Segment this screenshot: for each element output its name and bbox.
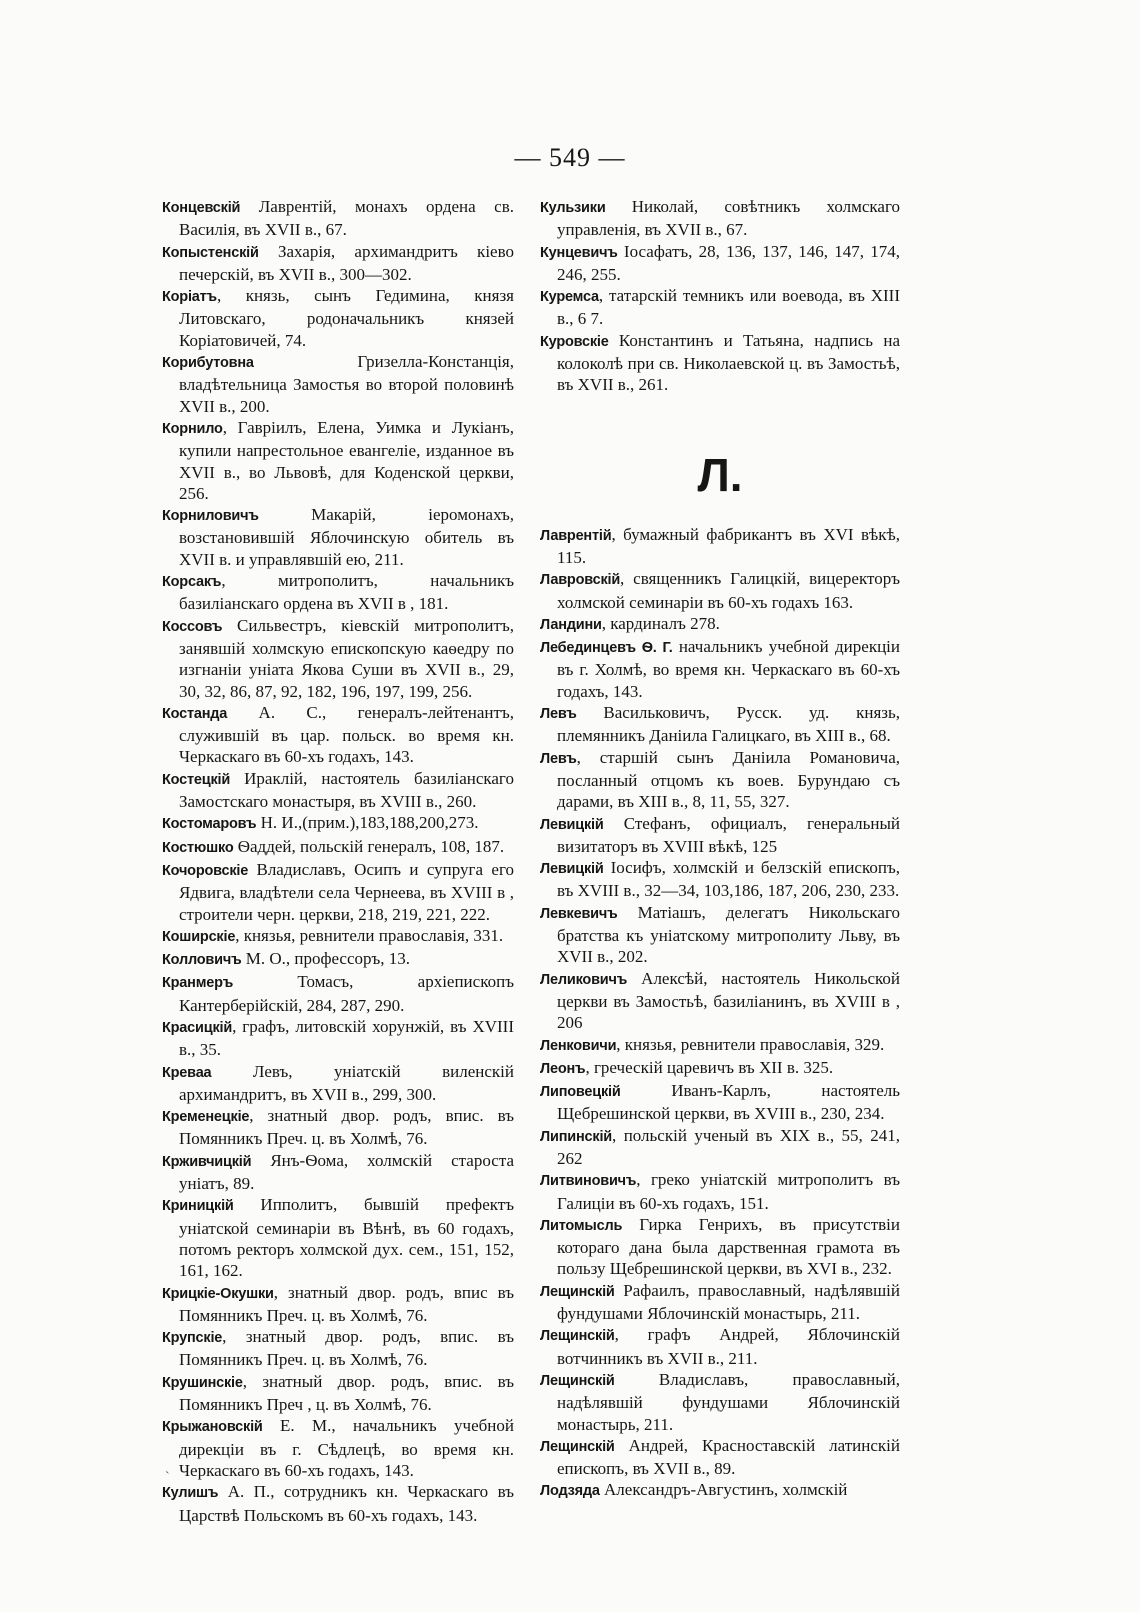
- entry-headword: Кременецкіе: [162, 1109, 250, 1126]
- entry-text: Константинъ и Татьяна, надпись на колоколѣ при св. Николаевской ц. въ Замостьѣ, въ XVII в., 261.: [557, 330, 900, 395]
- entry-headword: Левицкій: [540, 816, 604, 833]
- entry-headword: Лещинскій: [540, 1372, 615, 1389]
- entry-text: Ираклій, настоятель базиліанскаго Замостскаго монастыря, въ XVIII в., 260.: [179, 768, 514, 812]
- index-entry: [540, 241, 900, 286]
- entry-text: Матіашъ, делегатъ Никольскаго братства къ уніатскому митрополиту Льву, въ XVII в., 202.: [557, 902, 900, 967]
- index-entry: [162, 1105, 514, 1150]
- entry-text: Сильвестръ, кіевскій митрополитъ, занявшій холмскую епископскую каѳедру по изгнаніи уніата Якова Суши въ XVII в., 29, 30, 32, 86, 87, 92, 182, 196, 197, 199, 256.: [179, 615, 514, 701]
- index-entry: [540, 330, 900, 396]
- index-entry: [162, 615, 514, 702]
- entry-text: , кардиналъ 278.: [601, 613, 720, 633]
- entry-headword: Левъ: [540, 706, 577, 723]
- index-entry: [540, 196, 900, 241]
- entry-text: Николай, совѣтникъ холмскаго управленія, въ XVII в., 67.: [557, 197, 900, 240]
- entry-headword: Лаврентій: [540, 527, 612, 544]
- entry-headword: Крицкіе-Окушки: [162, 1285, 274, 1302]
- entry-text: Іосафатъ, 28, 136, 137, 146, 147, 174, 246, 255.: [557, 241, 900, 284]
- entry-headword: Костюшко: [162, 839, 234, 856]
- right-column-top-entries: [540, 196, 900, 396]
- entry-headword: Криницкій: [162, 1198, 234, 1215]
- index-entry: [162, 1326, 514, 1371]
- entry-headword: Леонъ: [540, 1060, 586, 1077]
- index-entry: [162, 702, 514, 768]
- entry-headword: Куровскіе: [540, 333, 609, 350]
- entry-text: Е. М., начальникъ учебной дирекціи въ г. Сѣдлецѣ, во время кн. Черкаскаго въ 60-хъ годахъ, 143.: [179, 1416, 514, 1480]
- entry-headword: Кульзики: [540, 200, 606, 216]
- entry-text: Васильковичъ, Русск. уд. князь, племянникъ Даніила Галицкаго, въ XIII в., 68.: [557, 703, 900, 746]
- entry-text: Алексѣй, настоятель Никольской церкви въ Замостьѣ, базиліанинъ, въ XVIII в , 206: [557, 968, 900, 1033]
- page-number: — 549 —: [514, 143, 626, 172]
- entry-headword: Левъ: [540, 750, 577, 767]
- index-entry: [162, 768, 514, 813]
- entry-text: Томасъ, архіепископъ Кантерберійскій, 284, 287, 290.: [179, 972, 514, 1015]
- entry-headword: Корниловичъ: [162, 508, 259, 525]
- index-entry: [162, 1481, 514, 1526]
- entry-text: , князь, сынъ Гедимина, князя Литовскаго, родоначальникъ князей Коріатовичей, 74.: [179, 286, 514, 350]
- index-entry: [162, 1016, 514, 1061]
- right-column: [540, 196, 900, 1503]
- entry-headword: Кочоровскіе: [162, 862, 249, 879]
- entry-text: Гризелла-Констанція, владѣтельница Замостья во второй половинѣ XVII в., 200.: [179, 352, 514, 416]
- index-entry: [162, 859, 514, 925]
- index-entry: [540, 747, 900, 813]
- entry-text: Иванъ-Карлъ, настоятель Щебрешинской церкви, въ XVIII в., 230, 234.: [557, 1081, 900, 1124]
- index-entry: [540, 285, 900, 330]
- entry-headword: Крушинскіе: [162, 1374, 243, 1391]
- entry-headword: Коширскіе: [162, 928, 236, 945]
- entry-headword: Левицкій: [540, 861, 604, 878]
- entry-headword: Костомаровъ: [162, 816, 257, 833]
- entry-text: Андрей, Красноставскій латинскій епископъ, въ XVII в., 89.: [557, 1435, 900, 1479]
- index-entry: [540, 1280, 900, 1325]
- entry-text: , Гавріилъ, Елена, Уимка и Лукіанъ, купили напрестольное евангеліе, изданное въ XVII в., во Львовѣ, для Коденской церкви, 256.: [179, 417, 514, 503]
- index-entry: [162, 948, 514, 971]
- entry-headword: Литвиновичъ: [540, 1173, 637, 1190]
- index-entry: [162, 1150, 514, 1195]
- entry-headword: Корнило: [162, 420, 223, 437]
- entry-text: , митрополитъ, начальникъ базиліанскаго ордена въ XVII в , 181.: [179, 571, 514, 614]
- entry-headword: Колловичъ: [162, 952, 242, 969]
- index-entry: [540, 968, 900, 1034]
- entry-text: , греко уніатскій митрополитъ въ Галиціи въ 60-хъ годахъ, 151.: [557, 1170, 900, 1213]
- entry-headword: Коссовъ: [162, 618, 223, 635]
- entry-text: , польскій ученый въ XIX в., 55, 241, 262: [557, 1125, 900, 1168]
- index-entry: [540, 1369, 900, 1435]
- index-entry: [540, 1057, 900, 1080]
- index-entry: [162, 1061, 514, 1106]
- index-entry: [540, 1214, 900, 1280]
- entry-text: А. С., генералъ-лейтенантъ, служившій въ цар. польск. во время кн. Черкаскаго въ 60-хъ годахъ, 143.: [179, 702, 514, 767]
- left-column: [162, 196, 514, 1526]
- entry-text: Янъ-Ѳома, холмскій староста уніатъ, 89.: [179, 1150, 514, 1194]
- entry-text: Ипполитъ, бывшій префектъ уніатской семинаріи въ Вѣнѣ, въ 60 годахъ, потомъ ректоръ холмской дух. сем., 151, 152, 161, 162.: [179, 1195, 514, 1281]
- entry-text: Гирка Генрихъ, въ присутствіи котораго дана была дарственная грамота въ пользу Щебрешинской церкви, въ XVI в., 232.: [557, 1214, 900, 1279]
- entry-text: Александръ-Августинъ, холмскій: [599, 1480, 848, 1500]
- entry-text: , знатный двор. родъ, впис. въ Помянникъ Преч. ц. въ Холмѣ, 76.: [179, 1106, 514, 1149]
- entry-headword: Крживчицкій: [162, 1153, 252, 1170]
- entry-text: , бумажный фабрикантъ въ XVI вѣкѣ, 115.: [557, 524, 900, 567]
- entry-headword: Лещинскій: [540, 1328, 615, 1345]
- entry-text: , князья, ревнители православія, 329.: [616, 1034, 885, 1054]
- index-entry: [162, 925, 514, 948]
- entry-headword: Лещинскій: [540, 1438, 615, 1455]
- index-entry: [540, 1479, 900, 1502]
- index-entry: [540, 1324, 900, 1369]
- entry-text: начальникъ учебной дирекціи въ г. Холмѣ, во время кн. Черкаскаго въ 60-хъ годахъ, 143.: [557, 637, 900, 701]
- right-column-bottom-entries: [540, 524, 900, 1503]
- entry-text: , знатный двор. родъ, впис. въ Помянникъ Преч , ц. въ Холмѣ, 76.: [179, 1371, 514, 1415]
- entry-text: , графъ Андрей, Яблочинскій вотчинникъ въ XVII в., 211.: [557, 1325, 900, 1368]
- index-entry: [540, 1169, 900, 1214]
- index-entry: [162, 570, 514, 615]
- index-entry: [540, 524, 900, 569]
- entry-headword: Лавровскій: [540, 572, 621, 589]
- entry-headword: Красицкій: [162, 1019, 233, 1036]
- entry-text: , татарскій темникъ или воевода, въ XIII в., 6 7.: [557, 286, 900, 329]
- entry-headword: Куремса: [540, 289, 599, 306]
- index-entry: [162, 504, 514, 570]
- index-entry: [162, 417, 514, 504]
- entry-headword: Костанда: [162, 705, 228, 722]
- entry-text: , старшій сынъ Даніила Романовича, посланный отцомъ къ воев. Бурундаю съ дарами, въ XIII в., 8, 11, 55, 327.: [557, 747, 900, 812]
- entry-headword: Креваа: [162, 1064, 212, 1081]
- entry-headword: Лещинскій: [540, 1283, 615, 1300]
- entry-headword: Крыжановскій: [162, 1419, 263, 1436]
- index-entry: [540, 1435, 900, 1480]
- entry-headword: Лебединцевъ Ѳ. Г.: [540, 640, 673, 657]
- entry-text: Владиславъ, православный, надѣлявшій фундушами Яблочинскій монастырь, 211.: [557, 1369, 900, 1434]
- entry-text: Стефанъ, официалъ, генеральный визитаторъ въ XVIII вѣкѣ, 125: [557, 813, 900, 856]
- index-entry: [162, 285, 514, 351]
- entry-headword: Коріатъ: [162, 289, 217, 306]
- entry-text: М. О., профессоръ, 13.: [241, 949, 411, 969]
- entry-text: Лаврентій, монахъ ордена св. Василія, въ XVII в., 67.: [179, 197, 514, 240]
- entry-headword: Ландини: [540, 616, 602, 633]
- entry-headword: Крупскіе: [162, 1330, 223, 1347]
- entry-text: , князья, ревнители православія, 331.: [235, 925, 504, 945]
- entry-headword: Ленковичи: [540, 1037, 617, 1054]
- entry-text: , греческій царевичъ въ XII в. 325.: [585, 1057, 834, 1077]
- entry-headword: Левкевичъ: [540, 905, 618, 922]
- index-entry: [540, 636, 900, 702]
- section-letter-heading: Л.: [697, 448, 743, 501]
- index-entry: [540, 813, 900, 858]
- entry-headword: Липовецкій: [540, 1084, 621, 1101]
- entry-headword: Копыстенскій: [162, 244, 259, 261]
- index-entry: [540, 1034, 900, 1057]
- entry-headword: Литомысль: [540, 1217, 623, 1234]
- entry-text: , графъ, литовскій хорунжій, въ XVIII в., 35.: [179, 1016, 514, 1060]
- entry-text: Рафаилъ, православный, надѣлявшій фундушами Яблочинскій монастырь, 211.: [557, 1280, 900, 1324]
- index-entry: [540, 702, 900, 747]
- index-entry: [540, 568, 900, 613]
- entry-headword: Концевскій: [162, 200, 241, 216]
- entry-text: Ѳаддей, польскій генералъ, 108, 187.: [233, 836, 505, 856]
- index-entry: [540, 1125, 900, 1170]
- entry-headword: Кунцевичъ: [540, 244, 618, 261]
- entry-headword: Леликовичъ: [540, 971, 628, 988]
- index-entry: [162, 241, 514, 286]
- entry-text: , знатный двор. родъ, впис. въ Помянникъ Преч. ц. въ Холмѣ, 76.: [179, 1327, 514, 1370]
- entry-text: А. П., сотрудникъ кн. Черкаскаго въ Царствѣ Польскомъ въ 60-хъ годахъ, 143.: [179, 1482, 514, 1525]
- entry-headword: Лодзяда: [540, 1483, 600, 1500]
- entry-headword: Кранмеръ: [162, 975, 234, 992]
- entry-headword: Липинскій: [540, 1128, 612, 1145]
- index-entry: [162, 196, 514, 241]
- entry-headword: Корибутовна: [162, 355, 254, 372]
- entry-text: Макарій, іеромонахъ, возстановившій Яблочинскую обитель въ XVII в. и управлявшій ею, 211.: [179, 505, 514, 569]
- entry-text: Владиславъ, Осипъ и супруга его Ядвига, владѣтели села Чернеева, въ XVIII в , строители черн. церкви, 218, 219, 221, 222.: [179, 859, 514, 924]
- index-entry: [162, 1371, 514, 1416]
- index-entry: [162, 812, 514, 835]
- index-entry: [162, 351, 514, 417]
- stray-mark: ˋ: [165, 1470, 170, 1485]
- entry-text: Іосифъ, холмскій и белзскій епископъ, въ XVIII в., 32—34, 103,186, 187, 206, 230, 233.: [557, 858, 900, 901]
- index-entry: [162, 971, 514, 1016]
- index-entry: [540, 1080, 900, 1125]
- entry-text: , знатный двор. родъ, впис въ Помянникъ Преч. ц. въ Холмѣ, 76.: [179, 1282, 514, 1325]
- index-entry: [540, 902, 900, 968]
- entry-headword: Костецкій: [162, 771, 231, 788]
- entry-headword: Корсакъ: [162, 574, 222, 591]
- index-entry: [162, 1194, 514, 1281]
- index-entry: [162, 1415, 514, 1481]
- entry-text: Н. И.,(прим.),183,188,200,273.: [256, 813, 479, 833]
- index-entry: [162, 1282, 514, 1327]
- index-entry: [540, 857, 900, 902]
- index-entry: [540, 613, 900, 636]
- index-entry: [162, 836, 514, 859]
- entry-text: , священникъ Галицкій, вицеректоръ холмской семинаріи въ 60-хъ годахъ 163.: [557, 569, 900, 612]
- entry-text: Захарія, архимандритъ кіево печерскій, въ XVII в., 300—302.: [179, 241, 514, 284]
- entry-text: Левъ, уніатскій виленскій архимандритъ, въ XVII в., 299, 300.: [179, 1061, 514, 1104]
- entry-headword: Кулишъ: [162, 1485, 219, 1502]
